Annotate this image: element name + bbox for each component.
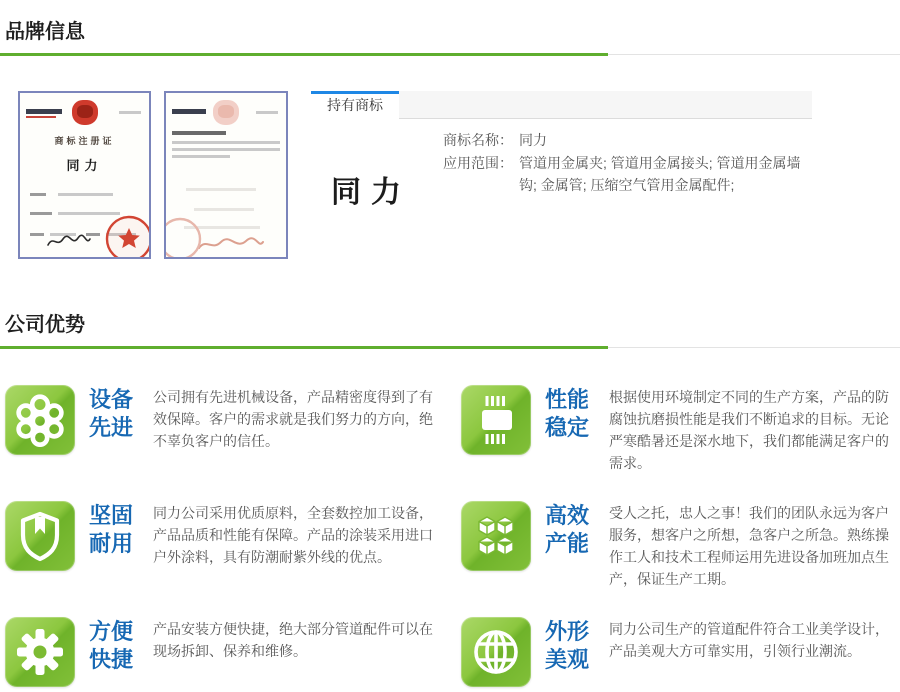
cert-goods-text	[172, 141, 280, 144]
section-underline	[0, 346, 900, 349]
advantages-section-title: 公司优势	[5, 314, 85, 336]
cert-ghost-text	[186, 188, 256, 191]
national-emblem-ghost-icon	[213, 100, 239, 125]
advantage-title: 方便 快捷	[89, 619, 134, 672]
brand-content-row	[18, 91, 900, 261]
ghost-signature-mark	[196, 235, 266, 255]
trademark-panel-body	[311, 129, 812, 261]
trademark-certificate-front-image[interactable]	[18, 91, 151, 259]
section-underline	[0, 53, 900, 56]
trademark-name-row	[443, 129, 812, 151]
advantage-text: 根据使用环境制定不同的生产方案，产品的防腐蚀抗磨损性能是我们不断追求的目标。无论严寒酷暑还是深水地下，我们都能满足客户的需求。	[609, 389, 889, 471]
cert-agency-logo	[26, 109, 62, 114]
cert-field-label	[30, 193, 46, 196]
national-emblem-icon	[72, 100, 98, 125]
advantages-grid	[0, 385, 900, 687]
cert-trademark-name: 同力	[66, 158, 103, 173]
signature-mark	[46, 233, 92, 251]
advantage-item-performance	[461, 385, 895, 474]
red-seal-stamp-icon	[103, 213, 151, 259]
cert-goods-text	[172, 155, 230, 158]
trademark-name-value: 同力	[519, 132, 547, 148]
advantage-item-equipment	[5, 385, 439, 474]
trademark-panel	[311, 91, 812, 261]
advantage-text: 产品安装方便快捷，绝大部分管道配件可以在现场拆卸、保养和维修。	[153, 621, 433, 659]
advantage-item-convenience	[5, 617, 439, 687]
shield-icon	[5, 501, 75, 571]
trademark-info	[443, 129, 812, 196]
tab-held-trademarks[interactable]: 持有商标	[311, 91, 399, 119]
advantage-title: 坚固 耐用	[89, 503, 134, 556]
trademark-certificate-back-image[interactable]	[164, 91, 288, 259]
cert-goods-text	[172, 148, 280, 151]
cert-field-label	[30, 212, 52, 215]
trademark-tabbar	[311, 91, 812, 119]
brand-section-title: 品牌信息	[5, 21, 85, 43]
cert-agency-logo	[172, 109, 206, 114]
machines-cluster-icon	[5, 385, 75, 455]
advantage-title: 高效 产能	[545, 503, 590, 556]
cert-number-text	[119, 111, 141, 114]
advantage-text: 受人之托，忠人之事！我们的团队永远为客户服务，想客户之所想，急客户之所急。熟练操作工人和技术工程师运用先进设备加班加点生产，保证生产工期。	[609, 505, 889, 587]
cert-number-text	[256, 111, 278, 114]
advantage-text: 同力公司采用优质原料，全套数控加工设备，产品品质和性能有保障。产品的涂装采用进口户外涂料，具有防潮耐紫外线的优点。	[153, 505, 433, 565]
trademark-scope-label: 应用范围：	[443, 155, 513, 171]
cert-title: 商标注册证	[54, 136, 115, 146]
advantage-item-aesthetics	[461, 617, 895, 687]
advantage-title: 设备 先进	[89, 387, 134, 440]
cert-agency-subline	[26, 116, 56, 118]
advantage-title: 性能 稳定	[545, 387, 590, 440]
cert-ghost-text	[194, 208, 254, 211]
cert-field-value	[58, 193, 113, 196]
trademark-name-label: 商标名称：	[443, 132, 513, 148]
advantage-text: 公司拥有先进机械设备，产品精密度得到了有效保障。客户的需求就是我们努力的方向，绝不辜负客户的信任。	[153, 389, 433, 449]
advantage-item-durability	[5, 501, 439, 590]
advantage-text: 同力公司生产的管道配件符合工业美学设计，产品美观大方可靠实用，引领行业潮流。	[609, 621, 889, 659]
cpu-chip-icon	[461, 385, 531, 455]
trademark-logo-image: 同力	[331, 176, 411, 209]
advantage-title: 外形 美观	[545, 619, 590, 672]
gear-icon	[5, 617, 75, 687]
cert-field-label	[30, 233, 44, 236]
brand-info-section	[0, 0, 900, 261]
certificate-thumbnails	[18, 91, 288, 261]
trademark-scope-row	[443, 152, 812, 196]
company-advantages-section	[0, 261, 900, 687]
advantage-item-capacity	[461, 501, 895, 590]
ghost-seal-icon	[164, 215, 204, 259]
globe-icon	[461, 617, 531, 687]
cubes-icon	[461, 501, 531, 571]
trademark-scope-value: 管道用金属夹; 管道用金属接头; 管道用金属墙钩; 金属管; 压缩空气管用金属配件;	[519, 155, 801, 193]
cert-goods-heading	[172, 131, 226, 135]
